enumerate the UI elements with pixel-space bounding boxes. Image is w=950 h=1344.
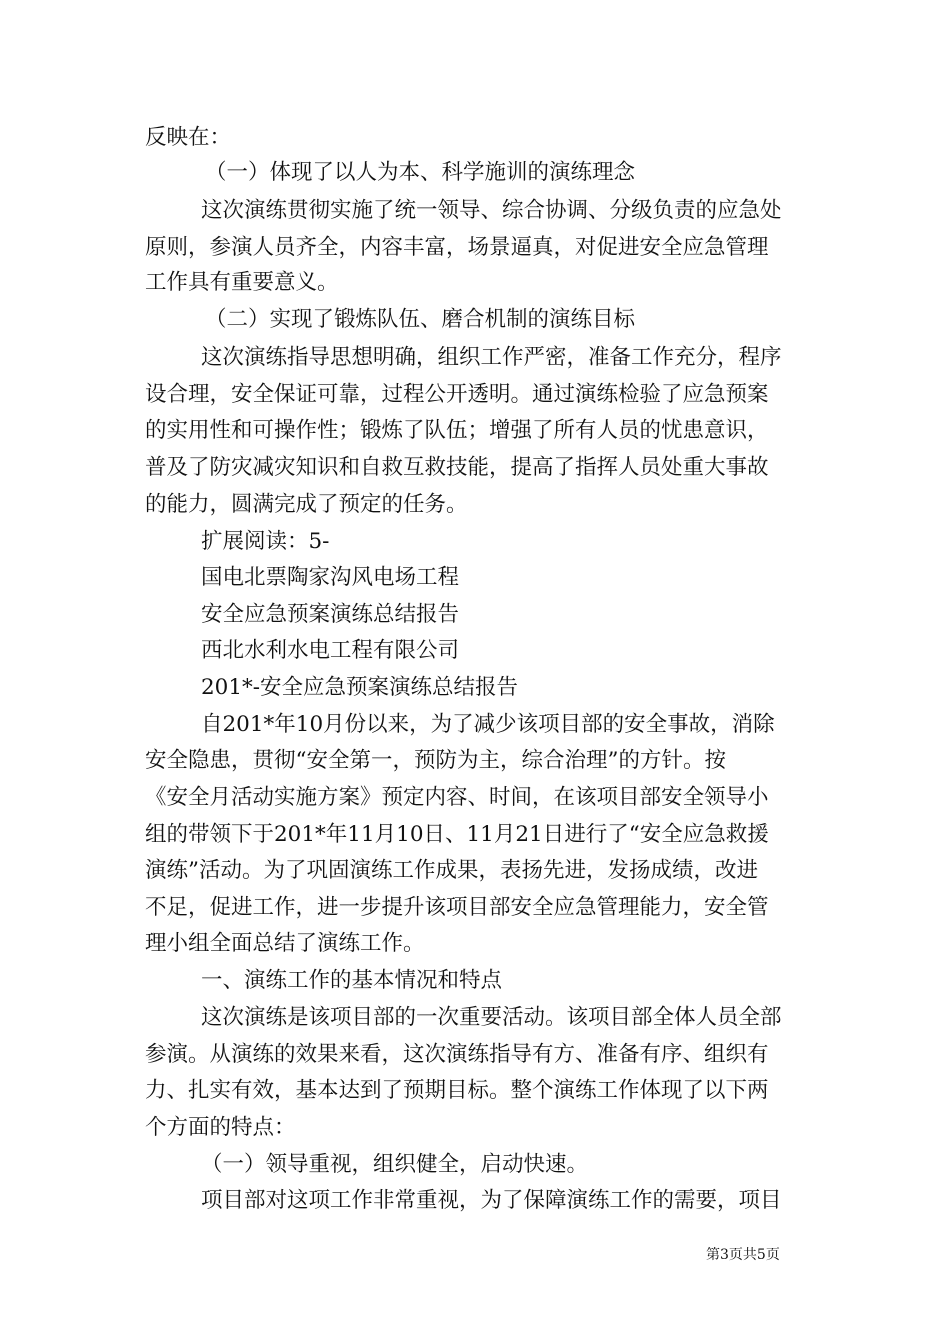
body-text-line: 理小组全面总结了演练工作。 [145, 931, 425, 956]
body-text-line: 这次演练贯彻实施了统一领导、综合协调、分级负责的应急处 [201, 198, 782, 223]
body-text-line: 《安全月活动实施方案》预定内容、时间，在该项目部安全领导小 [145, 785, 769, 810]
section-heading: （二）实现了锻炼队伍、磨合机制的演练目标 [205, 307, 636, 332]
section-heading: （一）领导重视，组织健全，启动快速。 [201, 1152, 589, 1177]
body-text-line: 反映在： [145, 125, 232, 150]
body-text-line: 这次演练是该项目部的一次重要活动。该项目部全体人员全部 [201, 1005, 782, 1030]
section-heading: 一、演练工作的基本情况和特点 [201, 968, 503, 993]
body-text-line: 工作具有重要意义。 [145, 270, 339, 295]
body-text-line: 这次演练指导思想明确，组织工作严密，准备工作充分，程序 [201, 345, 782, 370]
body-text-line: 设合理，安全保证可靠，过程公开透明。通过演练检验了应急预案 [145, 382, 769, 407]
body-text-line: 的实用性和可操作性；锻炼了队伍；增强了所有人员的忧患意识， [145, 418, 769, 443]
body-text-line: 参演。从演练的效果来看，这次演练指导有方、准备有序、组织有 [145, 1042, 769, 1067]
body-text-line: 演练”活动。为了巩固演练工作成果，表扬先进，发扬成绩，改进 [145, 858, 758, 883]
body-text-line: 项目部对这项工作非常重视，为了保障演练工作的需要，项目 [201, 1188, 782, 1213]
body-text-line: 组的带领下于201*年11月10日、11月21日进行了“安全应急救援 [145, 822, 769, 847]
report-title-line: 国电北票陶家沟风电场工程 [201, 565, 460, 590]
report-title-line: 安全应急预案演练总结报告 [201, 602, 460, 627]
report-title-line: 201*-安全应急预案演练总结报告 [201, 675, 519, 700]
body-text-line: 力、扎实有效，基本达到了预期目标。整个演练工作体现了以下两 [145, 1078, 769, 1103]
section-heading: （一）体现了以人为本、科学施训的演练理念 [205, 160, 636, 185]
body-text-line: 安全隐患，贯彻“安全第一，预防为主，综合治理”的方针。按 [145, 748, 726, 773]
body-text-line: 自201*年10月份以来，为了减少该项目部的安全事故，消除 [201, 712, 775, 737]
extended-reading-label: 扩展阅读：5- [201, 529, 330, 554]
body-text-line: 普及了防灾减灾知识和自救互救技能，提高了指挥人员处重大事故 [145, 455, 769, 480]
body-text-line: 的能力，圆满完成了预定的任务。 [145, 492, 468, 517]
body-text-line: 个方面的特点： [145, 1115, 296, 1140]
report-company-line: 西北水利水电工程有限公司 [201, 638, 460, 663]
page-number-footer: 第3页共5页 [706, 1247, 780, 1263]
body-text-line: 不足，促进工作，进一步提升该项目部安全应急管理能力，安全管 [145, 895, 769, 920]
body-text-line: 原则，参演人员齐全，内容丰富，场景逼真，对促进安全应急管理 [145, 235, 769, 260]
